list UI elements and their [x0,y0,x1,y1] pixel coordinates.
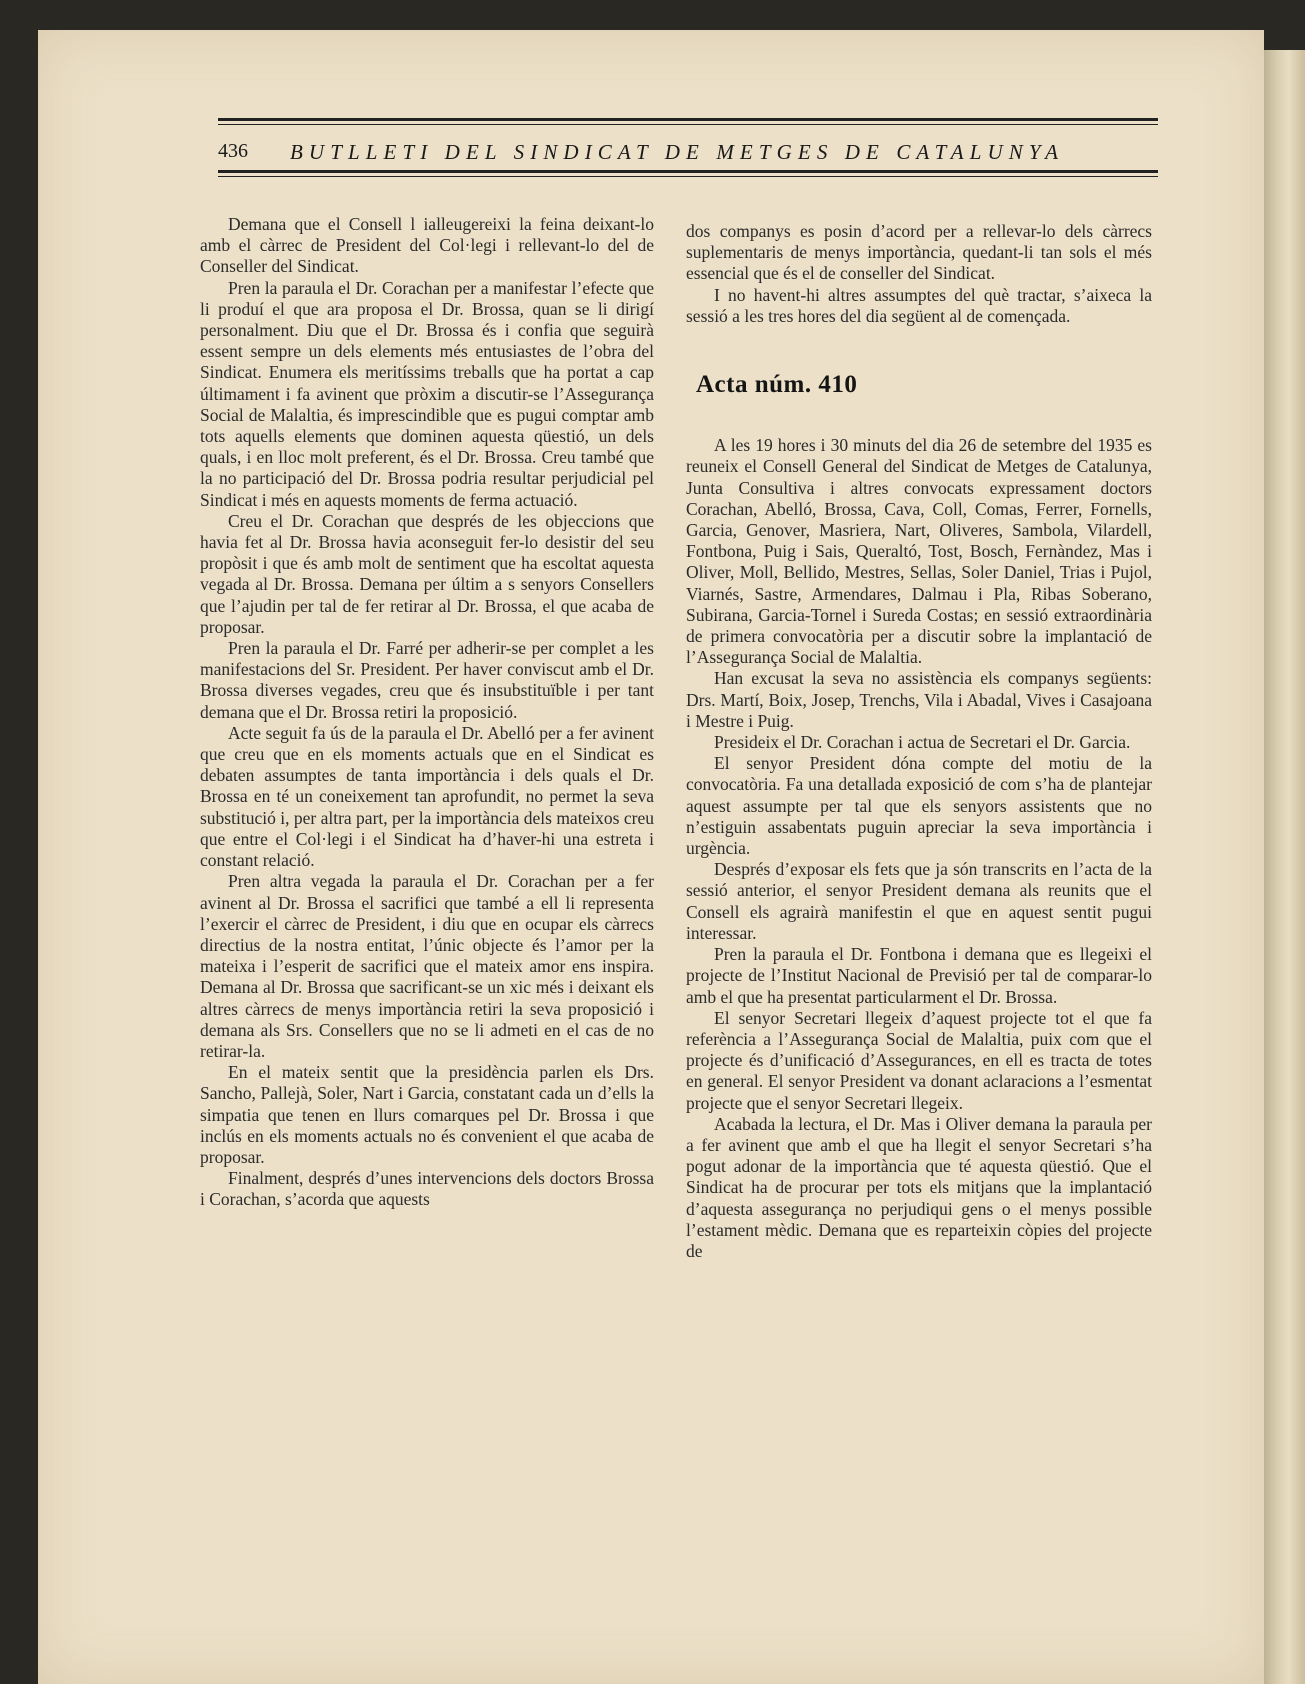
section-heading: Acta núm. 410 [696,371,858,399]
facing-page-edge [1264,50,1305,1684]
right-column [686,221,1152,1262]
paragraph: Pren la paraula el Dr. Corachan per a manifestar l’efecte que li produí el que ara proposa el Dr. Brossa, quan se li dirigí personalment. Diu que el Dr. Brossa és i confia que seguirà essent sempre un dels elements més entusiastes de l’obra del Sindicat. Enumera els meritíssims treballs que ha portat a cap últimament i fa avinent que pròxim a discutir-se l’Assegurança Social de Malaltia, és imprescindible que es pugui comptar amb tots aquells elements que dominen aquesta qüestió, un dels quals, i en lloc molt preferent, és el Dr. Brossa. Creu també que la no participació del Dr. Brossa podria resultar perjudicial pel Sindicat i més en aquests moments de ferma actuació. [200,277,654,510]
page-number: 436 [218,140,248,162]
paragraph: Pren altra vegada la paraula el Dr. Corachan per a fer avinent al Dr. Brossa el sacrifici que també a ell li representa l’exercir el càrrec de President, i diu que en ocupar els càrrecs directius de la nostra entitat, l’únic objecte és l’amor per la mateixa i l’esperit de sacrifici que el mateix amor ens inspira. Demana al Dr. Brossa que sacrificant-se un xic més i deixant els altres càrrecs de menys importància retiri la seva proposició i demana als Srs. Consellers que no se li admeti en el cas de no retirar-la. [200,871,654,1061]
paragraph: Creu el Dr. Corachan que després de les objeccions que havia fet al Dr. Brossa havia aconseguit fer-lo desistir del seu propòsit i que és amb molt de sentiment que ha escoltat aquesta vegada al Dr. Brossa. Demana per últim a s senyors Consellers que l’ajudin per tal de fer retirar al Dr. Brossa, el que acaba de proposar. [200,510,654,637]
paragraph: A les 19 hores i 30 minuts del dia 26 de setembre del 1935 es reuneix el Consell General del Sindicat de Metges de Catalunya, Junta Consultiva i altres convocats expressament doctors Corachan, Abelló, Brossa, Cava, Coll, Comas, Ferrer, Fornells, Garcia, Genover, Masriera, Nart, Oliveres, Sambola, Vilardell, Fontbona, Puig i Sais, Queraltó, Tost, Bosch, Fernàndez, Mas i Oliver, Moll, Bellido, Mestres, Sellas, Soler Daniel, Trias i Pujol, Viarnés, Sastre, Armendares, Dalmau i Pla, Ribas Soberano, Subirana, Garcia-Tornel i Sureda Costas; en sessió extraordinària de primera convocatòria per a discutir sobre la implantació de l’Assegurança Social de Malaltia. [686,435,1152,668]
paragraph: Finalment, després d’unes intervencions dels doctors Brossa i Corachan, s’acorda que aquests [200,1168,654,1210]
header-rule-bottom-thin [218,176,1158,177]
paragraph: I no havent-hi altres assumptes del què tractar, s’aixeca la sessió a les tres hores del dia següent al de començada. [686,284,1152,326]
left-column [200,214,654,1211]
paragraph: Presideix el Dr. Corachan i actua de Secretari el Dr. Garcia. [714,732,1131,753]
header-rule-top-thin [218,124,1158,125]
paragraph: El senyor Secretari llegeix d’aquest projecte tot el que fa referència a l’Assegurança Social de Malaltia, puix com que el projecte és d’unificació d’Assegurances, en ell es tracta de totes en general. El senyor President va donant aclaracions a l’esmentat projecte que el senyor Secretari llegeix. [686,1007,1152,1113]
paragraph: Pren la paraula el Dr. Fontbona i demana que es llegeixi el projecte de l’Institut Nacional de Previsió per tal de comparar-lo amb el que ha presentat particularment el Dr. Brossa. [686,944,1152,1007]
paragraph: dos companys es posin d’acord per a rellevar-lo dels càrrecs suplementaris de menys importància, quedant-li tan sols el més essencial que és el de conseller del Sindicat. [686,221,1152,284]
paragraph: En el mateix sentit que la presidència parlen els Drs. Sancho, Pallejà, Soler, Nart i Garcia, constatant cada un d’ells la simpatia que tenen en llurs comarques pel Dr. Brossa i que inclús en els moments actuals no és convenient el que acaba de proposar. [200,1062,654,1167]
paragraph: Pren la paraula el Dr. Farré per adherir-se per complet a les manifestacions del Sr. President. Per haver conviscut amb el Dr. Brossa diverses vegades, creu que és insubstituïble i per tant demana que el Dr. Brossa retiri la proposició. [200,638,654,722]
paragraph: Acabada la lectura, el Dr. Mas i Oliver demana la paraula per a fer avinent que amb el que ha llegit el senyor Secretari s’ha pogut adonar de la importància que té aquesta qüestió. Que el Sindicat ha de procurar per tots els mitjans que la implantació d’aquesta assegurança no perjudiqui gens o el menys possible l’estament mèdic. Demana que es reparteixin còpies del projecte de [686,1113,1152,1261]
paragraph: Han excusat la seva no assistència els companys següents: Drs. Martí, Boix, Josep, Trenchs, Vila i Abadal, Vives i Casajoana i Mestre i Puig. [686,668,1152,731]
paragraph: Demana que el Consell l ialleugereixi la feina deixant-lo amb el càrrec de President del Col·legi i rellevant-lo del de Conseller del Sindicat. [200,214,654,277]
header-rule-bottom [218,170,1158,173]
paragraph: Acte seguit fa ús de la paraula el Dr. Abelló per a fer avinent que creu que en els moments actuals que en el Sindicat es debaten assumptes de tanta importància i dels quals el Dr. Brossa en té un coneixement tan aprofundit, no permet la seva substitució i, per altra part, per la importància dels mateixos creu que entre el Col·legi i el Sindicat ha d’haver-hi una estreta i constant relació. [200,722,654,871]
header-rule-top [218,118,1158,121]
journal-title: BUTLLETI DEL SINDICAT DE METGES DE CATALUNYA [290,140,1065,164]
paragraph: Després d’exposar els fets que ja són transcrits en l’acta de la sessió anterior, el senyor President demana als reunits que el Consell els agrairà manifestin el que en aquest sentit pugui interessar. [686,859,1152,943]
paragraph: El senyor President dóna compte del motiu de la convocatòria. Fa una detallada exposició de com s’ha de plantejar aquest assumpte per tal que els senyors assistents que no n’estiguin assabentats puguin apreciar la seva importància i urgència. [686,753,1152,859]
